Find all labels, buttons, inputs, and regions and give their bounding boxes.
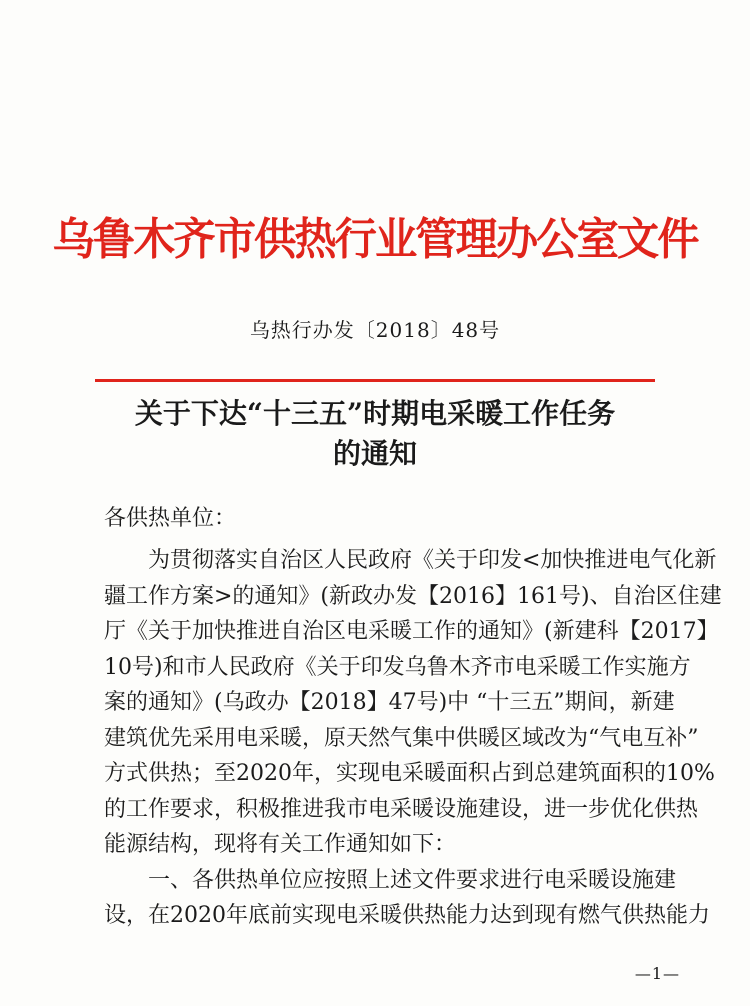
salutation: 各供热单位： — [104, 506, 237, 531]
body-line: 设，在2020年底前实现电采暖供热能力达到现有燃气供热能力 — [104, 903, 710, 928]
red-divider-rule — [95, 379, 655, 382]
org-header-title: 乌鲁木齐市供热行业管理办公室文件 — [52, 214, 698, 265]
body-line: 方式供热；至2020年，实现电采暖面积占到总建筑面积的10% — [104, 761, 715, 786]
body-text — [104, 543, 722, 934]
body-line: 能源结构，现将有关工作通知如下： — [104, 832, 457, 857]
document-title-line-1: 关于下达“十三五”时期电采暖工作任务 — [134, 397, 616, 430]
body-line: 厅《关于加快推进自治区电采暖工作的通知》(新建科【2017】 — [104, 619, 719, 644]
body-line: 案的通知》(乌政办【2018】47号)中 “十三五”期间，新建 — [104, 690, 675, 715]
body-line: 建筑优先采用电采暖，原天然气集中供暖区域改为“气电互补” — [104, 725, 699, 751]
body-line: 为贯彻落实自治区人民政府《关于印发<加快推进电气化新 — [148, 548, 717, 573]
body-line: 10号)和市人民政府《关于印发乌鲁木齐市电采暖工作实施方 — [104, 654, 691, 680]
body-line: 疆工作方案>的通知》(新政办发【2016】161号)、自治区住建 — [104, 583, 722, 609]
document-title-line-2: 的通知 — [332, 437, 417, 470]
page-number: —1— — [634, 964, 680, 983]
body-line: 的工作要求，积极推进我市电采暖设施建设，进一步优化供热 — [104, 796, 699, 822]
document-title — [0, 394, 750, 474]
body-line: 一、各供热单位应按照上述文件要求进行电采暖设施建 — [148, 867, 677, 893]
document-number: 乌热行办发〔2018〕48号 — [249, 318, 501, 342]
